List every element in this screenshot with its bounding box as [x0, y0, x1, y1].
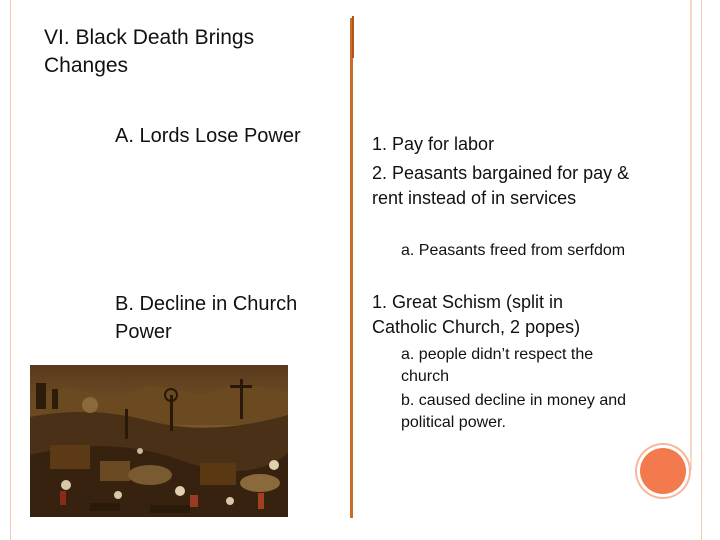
section-heading-church: B. Decline in Church Power — [115, 293, 298, 343]
list-item-pay-for-labor: 1. Pay for labor — [372, 134, 495, 154]
list-item-great-schism: 1. Great Schism (split in Catholic Church, 2 popes) — [372, 292, 581, 337]
slide-title: VI. Black Death Brings Changes — [44, 26, 255, 77]
sub-item-peasants-freed: a. Peasants freed from serfdom — [401, 242, 626, 259]
black-death-painting — [30, 365, 288, 517]
decorative-line — [690, 0, 692, 470]
accent-circle — [640, 448, 686, 494]
vertical-divider — [350, 18, 353, 518]
vertical-divider-accent — [352, 16, 354, 58]
sub-item-decline-money: b. caused decline in money and political power. — [401, 392, 627, 431]
sub-item-people-respect: a. people didn’t respect the church — [401, 346, 594, 385]
section-heading-lords: A. Lords Lose Power — [115, 125, 301, 147]
list-item-peasants-bargained: 2. Peasants bargained for pay & rent instead of in services — [372, 163, 630, 208]
